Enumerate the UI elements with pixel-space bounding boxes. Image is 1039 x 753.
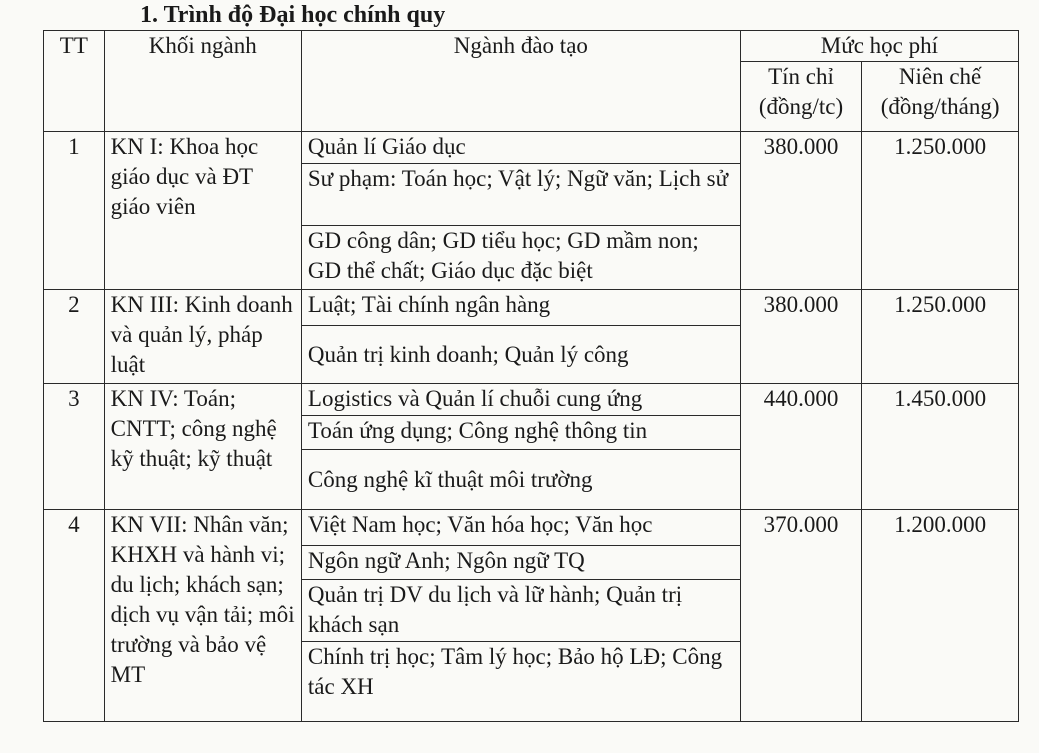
nganh-cell: Việt Nam học; Văn hóa học; Văn học: [301, 510, 740, 546]
table-row: [44, 132, 1019, 164]
table-row: [44, 510, 1019, 546]
nganh-cell: Logistics và Quản lí chuỗi cung ứng: [301, 384, 740, 416]
khoi-nganh-cell: KN VII: Nhân văn; KHXH và hành vi; du lịch; khách sạn; dịch vụ vận tải; môi trường và bảo vệ MT: [104, 510, 301, 722]
tuition-fee-table: [43, 30, 1019, 722]
header-nien-che-line1: Niên chế: [898, 64, 982, 89]
nganh-cell: Quản trị kinh doanh; Quản lý công: [301, 326, 740, 384]
header-muc-hoc-phi: Mức học phí: [740, 31, 1018, 62]
row-number: 2: [44, 290, 105, 384]
nien-che-value: 1.250.000: [862, 132, 1019, 290]
nganh-cell: Ngôn ngữ Anh; Ngôn ngữ TQ: [301, 546, 740, 580]
nganh-cell: Quản lí Giáo dục: [301, 132, 740, 164]
header-tt: TT: [44, 31, 105, 132]
khoi-nganh-cell: KN III: Kinh doanh và quản lý, pháp luật: [104, 290, 301, 384]
tin-chi-value: 370.000: [740, 510, 861, 722]
table-row: [44, 290, 1019, 326]
tin-chi-value: 380.000: [740, 132, 861, 290]
row-number: 4: [44, 510, 105, 722]
nien-che-value: 1.250.000: [862, 290, 1019, 384]
nien-che-value: 1.450.000: [862, 384, 1019, 510]
header-nganh-dao-tao: Ngành đào tạo: [301, 31, 740, 132]
khoi-nganh-cell: KN I: Khoa học giáo dục và ĐT giáo viên: [104, 132, 301, 290]
header-khoi-nganh: Khối ngành: [104, 31, 301, 132]
row-number: 1: [44, 132, 105, 290]
nganh-cell: Toán ứng dụng; Công nghệ thông tin: [301, 416, 740, 450]
header-tin-chi: [740, 62, 861, 132]
row-number: 3: [44, 384, 105, 510]
tin-chi-value: 440.000: [740, 384, 861, 510]
nganh-cell: Quản trị DV du lịch và lữ hành; Quản trị khách sạn: [301, 580, 740, 642]
nganh-cell: Chính trị học; Tâm lý học; Bảo hộ LĐ; Công tác XH: [301, 642, 740, 722]
header-tin-chi-line1: Tín chỉ: [768, 64, 834, 89]
tin-chi-value: 380.000: [740, 290, 861, 384]
nien-che-value: 1.200.000: [862, 510, 1019, 722]
header-nien-che-line2: (đồng/tháng): [880, 94, 1000, 119]
table-row: [44, 384, 1019, 416]
nganh-cell: GD công dân; GD tiểu học; GD mầm non; GD thể chất; Giáo dục đặc biệt: [301, 226, 740, 290]
nganh-cell: Sư phạm: Toán học; Vật lý; Ngữ văn; Lịch sử: [301, 164, 740, 226]
section-title: 1. Trình độ Đại học chính quy: [140, 2, 446, 28]
header-tin-chi-line2: (đồng/tc): [758, 94, 844, 119]
nganh-cell: Công nghệ kĩ thuật môi trường: [301, 450, 740, 510]
header-nien-che: [862, 62, 1019, 132]
nganh-cell: Luật; Tài chính ngân hàng: [301, 290, 740, 326]
khoi-nganh-cell: KN IV: Toán; CNTT; công nghệ kỹ thuật; kỹ thuật: [104, 384, 301, 510]
